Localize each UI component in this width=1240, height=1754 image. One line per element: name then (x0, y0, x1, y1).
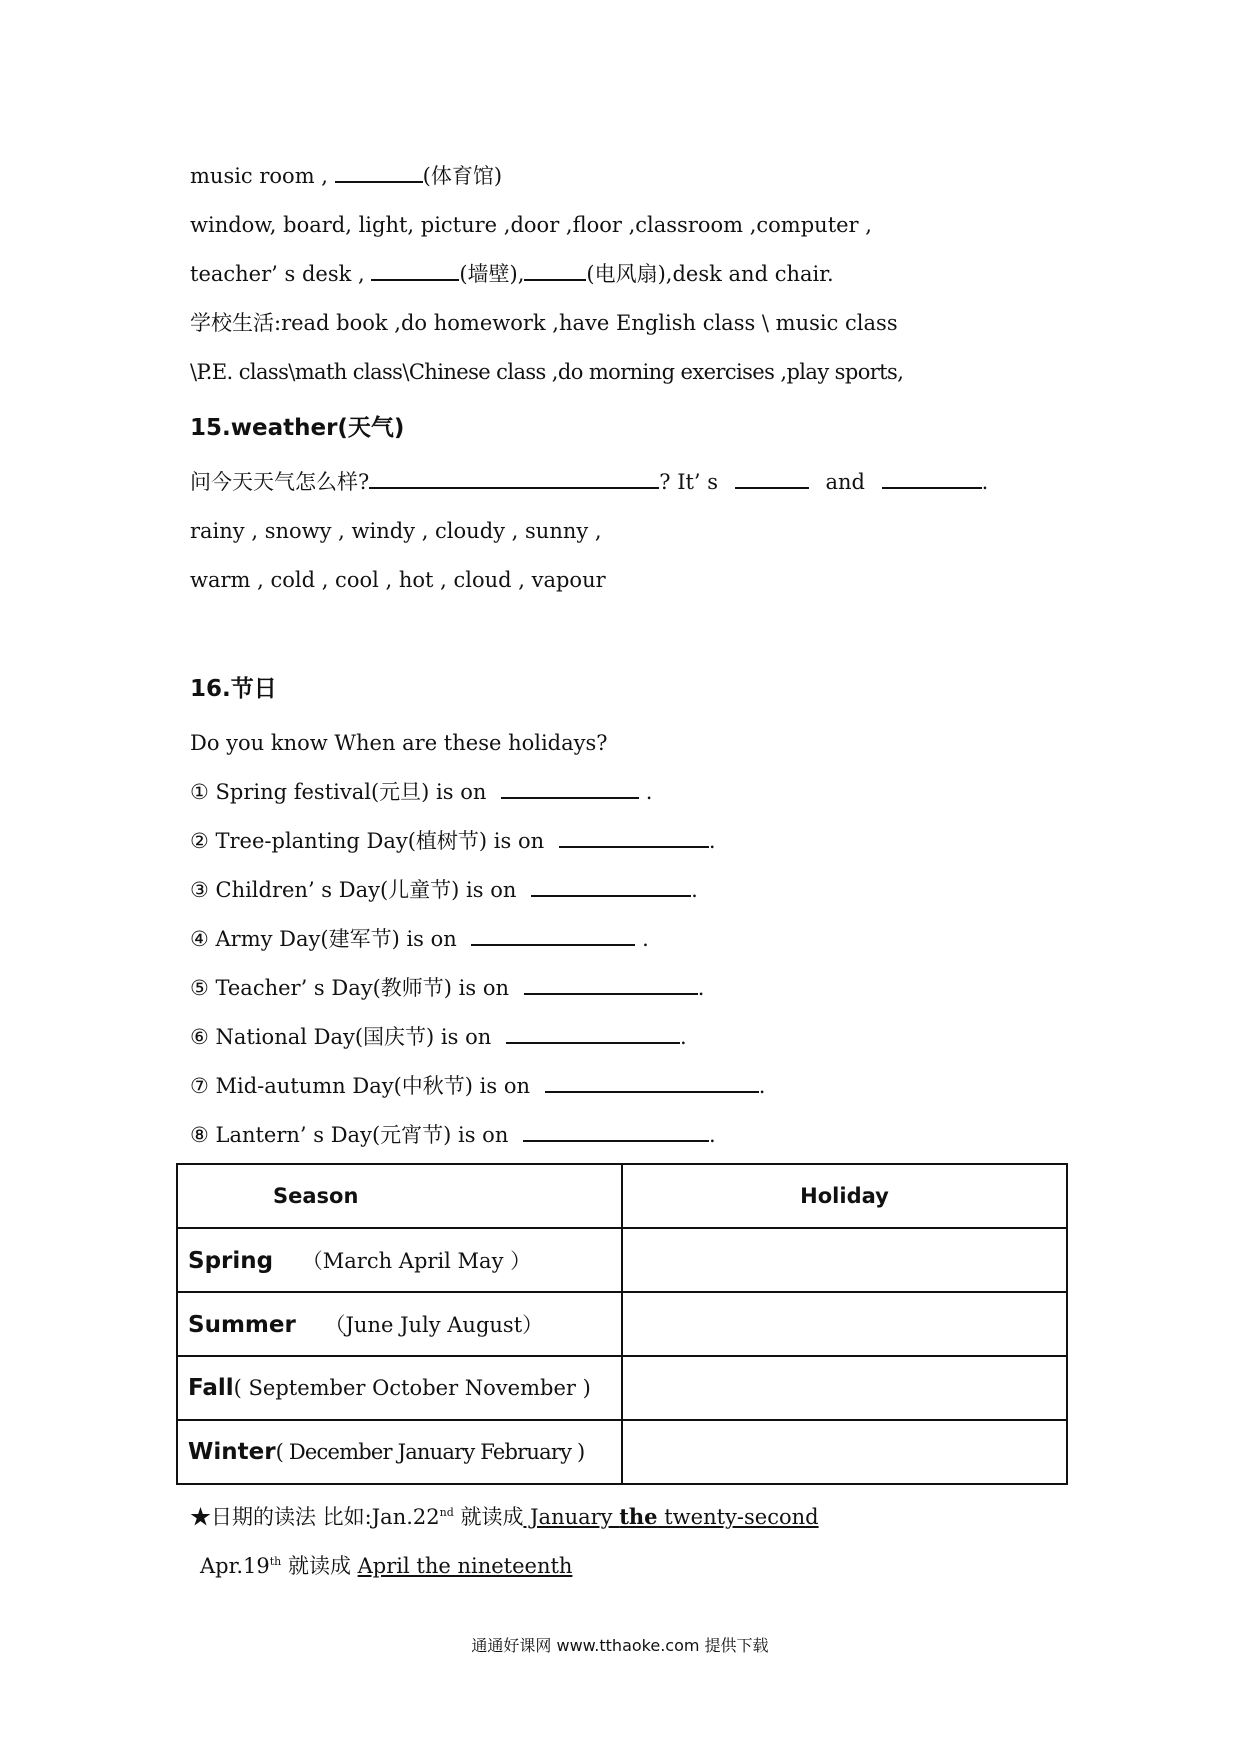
vocab-line-2: window, board, light, picture ,door ,floor ,classroom ,computer , (190, 213, 872, 237)
date-note-line-2 (200, 1547, 572, 1581)
holiday-item-end: . (691, 878, 698, 902)
fill-blank[interactable] (371, 259, 459, 281)
page-footer: 通通好课网 www.tthaoke.com 提供下载 (471, 1636, 769, 1655)
fill-blank[interactable] (471, 924, 635, 946)
holiday-item-text: ⑧ Lantern’ s Day(元宵节) is on (190, 1123, 509, 1147)
date-note-text: 就读成 (453, 1505, 524, 1529)
holiday-item-text: ③ Children’ s Day(儿童节) is on (190, 878, 517, 902)
table-header-row (177, 1164, 1067, 1228)
season-name: Fall (188, 1375, 234, 1401)
season-months: ( December January February ) (275, 1440, 585, 1464)
season-months: （March April May ） (301, 1249, 532, 1273)
vocab-text: music room , (190, 164, 328, 188)
date-note-sup: nd (439, 1506, 454, 1519)
date-note-text: Apr.19 (200, 1554, 270, 1578)
fill-blank[interactable] (523, 1120, 709, 1142)
date-note-example-part: January (523, 1505, 620, 1529)
weather-question-line (190, 467, 988, 497)
fill-blank[interactable] (531, 875, 691, 897)
holiday-item-end: . (639, 780, 653, 804)
date-note-text: 就读成 (281, 1554, 351, 1578)
fill-blank[interactable] (545, 1071, 759, 1093)
date-note-text: ★日期的读法 比如:Jan.22 (190, 1505, 440, 1529)
season-name: Summer (188, 1312, 296, 1338)
holiday-item-6 (190, 1022, 687, 1052)
date-note-line-1 (190, 1498, 819, 1532)
date-note-example-bold: the (619, 1504, 658, 1529)
holidays-intro: Do you know When are these holidays? (190, 731, 608, 755)
holiday-item-4 (190, 924, 649, 954)
holiday-item-end: . (708, 829, 716, 853)
holiday-item-end: . (679, 1025, 687, 1049)
vocab-text: (墙壁), (459, 262, 525, 286)
holiday-item-2 (190, 826, 716, 856)
table-row (177, 1292, 1067, 1356)
table-row (177, 1356, 1067, 1420)
holiday-item-8 (190, 1120, 716, 1150)
fill-blank[interactable] (335, 161, 423, 183)
vocab-line-1 (190, 161, 502, 191)
season-months: ( September October November ) (233, 1376, 591, 1400)
holiday-item-3 (190, 875, 698, 905)
weather-words-2: warm , cold , cool , hot , cloud , vapour (190, 568, 606, 592)
season-cell (177, 1356, 622, 1420)
fill-blank[interactable] (501, 777, 639, 799)
weather-heading: 15.weather(天气) (190, 415, 405, 441)
vocab-text: (体育馆) (422, 164, 503, 188)
holiday-item-end: . (697, 976, 705, 1000)
season-cell (177, 1420, 622, 1484)
date-note-example-part: twenty-second (657, 1505, 819, 1529)
holiday-item-text: ⑥ National Day(国庆节) is on (190, 1025, 492, 1049)
holiday-item-7 (190, 1071, 765, 1101)
season-name: Winter (188, 1439, 276, 1465)
season-months: （June July August） (324, 1313, 544, 1337)
season-cell (177, 1228, 622, 1292)
weather-answer-text: ? It’ s (659, 470, 719, 494)
fill-blank[interactable] (524, 973, 698, 995)
holiday-item-text: ② Tree-planting Day(植树节) is on (190, 829, 545, 853)
holiday-item-end: . (709, 1123, 716, 1147)
holiday-cell[interactable] (622, 1420, 1067, 1484)
fill-blank[interactable] (506, 1022, 680, 1044)
holiday-cell[interactable] (622, 1228, 1067, 1292)
holiday-item-text: ⑤ Teacher’ s Day(教师节) is on (190, 976, 509, 1000)
vocab-line-4: 学校生活:read book ,do homework ,have English class \ music class (190, 311, 898, 335)
holiday-cell[interactable] (622, 1356, 1067, 1420)
header-season: Season (177, 1164, 622, 1228)
holiday-item-end: . (758, 1074, 766, 1098)
date-note-sup: th (269, 1555, 282, 1568)
table-row (177, 1228, 1067, 1292)
holiday-item-5 (190, 973, 704, 1003)
date-note-example (523, 1505, 818, 1529)
fill-blank[interactable] (524, 259, 586, 281)
vocab-line-3 (190, 259, 834, 289)
fill-blank[interactable] (559, 826, 709, 848)
season-cell (177, 1292, 622, 1356)
weather-answer-text: and (825, 470, 865, 494)
weather-answer-text: . (981, 470, 989, 494)
fill-blank[interactable] (882, 467, 982, 489)
weather-question: 问今天天气怎么样? (190, 470, 370, 494)
season-name: Spring (188, 1248, 274, 1274)
weather-words-1: rainy , snowy , windy , cloudy , sunny , (190, 519, 602, 543)
holiday-item-text: ⑦ Mid-autumn Day(中秋节) is on (190, 1074, 530, 1098)
fill-blank[interactable] (369, 467, 659, 489)
season-holiday-table (176, 1163, 1068, 1485)
date-note-example: April the nineteenth (357, 1554, 573, 1578)
holiday-item-text: ④ Army Day(建军节) is on (190, 927, 457, 951)
fill-blank[interactable] (735, 467, 809, 489)
holiday-item-text: ① Spring festival(元旦) is on (190, 780, 487, 804)
vocab-text: (电风扇),desk and chair. (586, 262, 834, 286)
holiday-item-1 (190, 777, 652, 807)
vocab-text: teacher’ s desk , (190, 262, 365, 286)
holiday-item-end: . (635, 927, 649, 951)
header-holiday: Holiday (622, 1164, 1067, 1228)
holiday-cell[interactable] (622, 1292, 1067, 1356)
holidays-heading: 16.节日 (190, 676, 277, 702)
vocab-line-5: \P.E. class\math class\Chinese class ,do morning exercises ,play sports, (190, 360, 904, 384)
table-row (177, 1420, 1067, 1484)
